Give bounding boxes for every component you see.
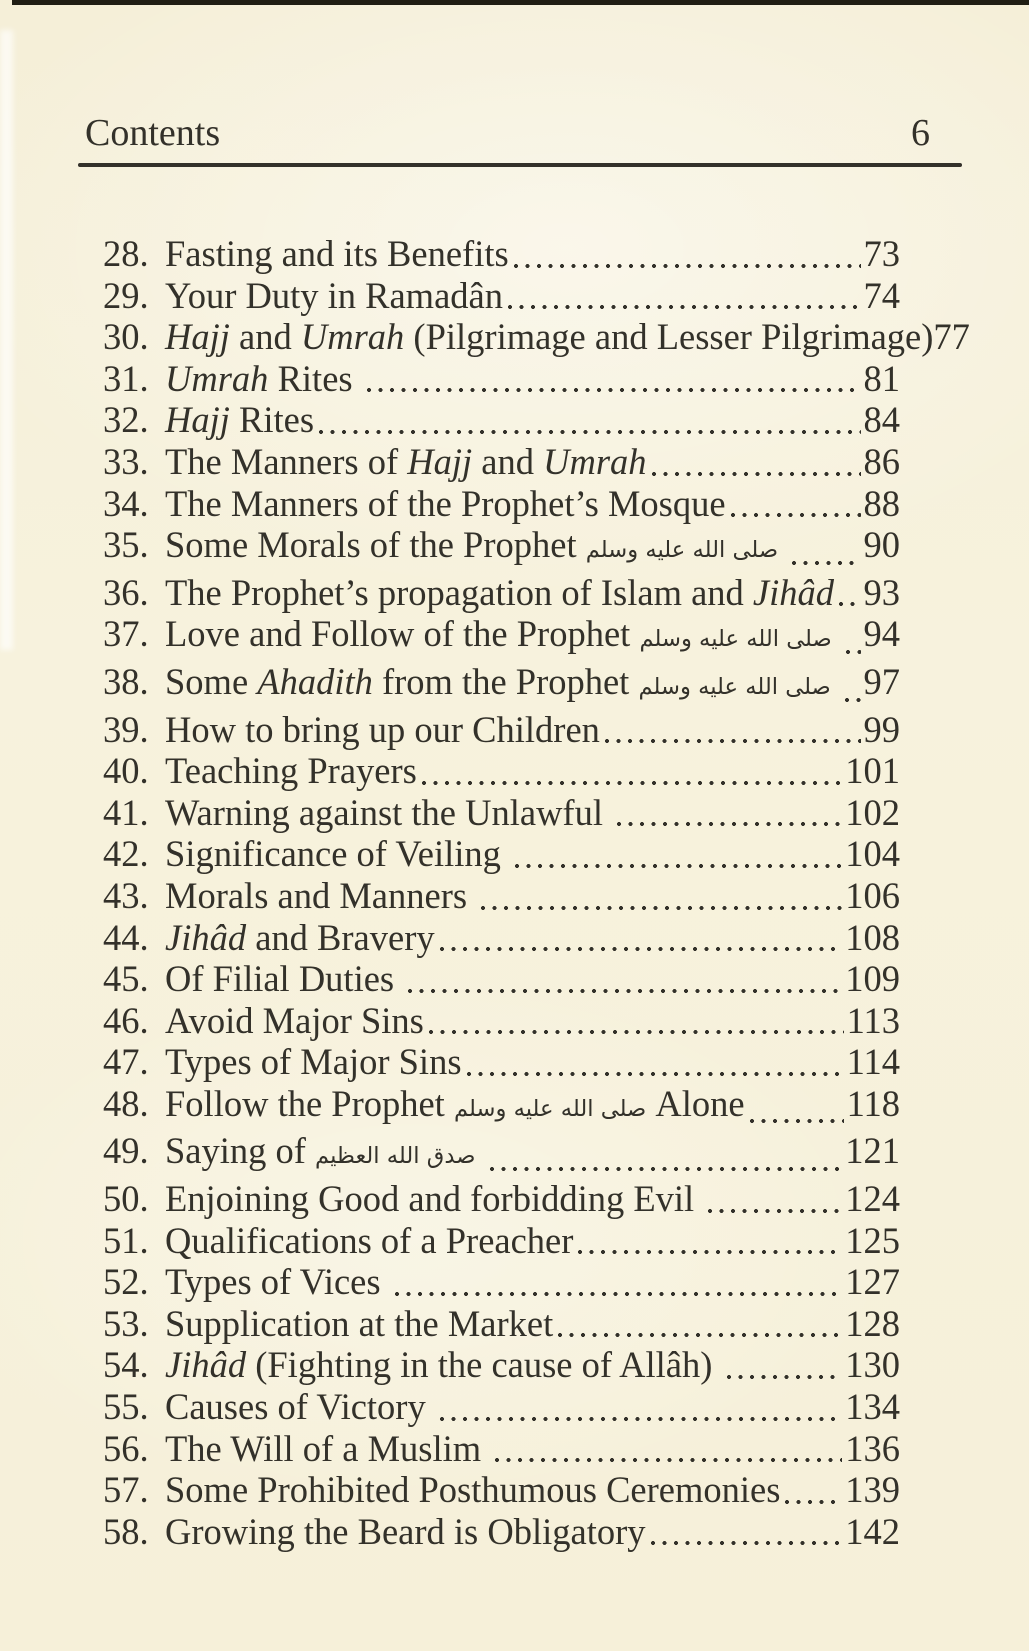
toc-entry [103, 1083, 900, 1131]
toc-entry-page: 101 [845, 750, 900, 792]
toc-leader-dots [843, 613, 861, 661]
title-text: Avoid Major Sins [165, 999, 424, 1041]
italic-term: Jihâd [752, 571, 835, 613]
toc-entry-page: 86 [863, 440, 900, 482]
toc-leader-dots [478, 875, 842, 917]
toc-entry [103, 524, 900, 572]
toc-leader-dots [836, 572, 860, 614]
toc-leader-dots [364, 358, 861, 400]
toc-entry-title [165, 316, 933, 358]
toc-entry-number: 36. [103, 571, 149, 613]
toc-entry-title [165, 1428, 490, 1470]
title-text: and Bravery [246, 916, 435, 958]
toc-entry [103, 572, 900, 614]
title-text: Your Duty in Ramadân [165, 274, 503, 316]
toc-entry-title [165, 524, 787, 572]
toc-entry-title [165, 792, 612, 834]
title-text: The Manners of [165, 440, 408, 482]
toc-entry [103, 1261, 900, 1303]
toc-entry-number: 51. [103, 1219, 149, 1261]
toc-entry-number: 38. [103, 660, 149, 702]
toc-entry-number: 56. [103, 1427, 149, 1469]
toc-entry [103, 1469, 900, 1511]
toc-entry-number: 40. [103, 750, 149, 792]
toc-entry-page: 127 [845, 1261, 900, 1303]
toc-entry-title [165, 1220, 573, 1262]
toc-entry [103, 613, 900, 661]
title-text: Some Prohibited Posthumous Ceremonies [165, 1469, 781, 1511]
toc-entry-title [165, 917, 435, 959]
toc-leader-dots [437, 917, 843, 959]
title-text: from the Prophet [372, 660, 639, 702]
toc-entry-page: 118 [846, 1082, 900, 1124]
title-text: Supplication at the Market [165, 1302, 554, 1344]
toc-entry-number: 58. [103, 1510, 149, 1552]
toc-entry [103, 661, 900, 709]
title-text: Teaching Prayers [165, 750, 417, 792]
toc-leader-dots [505, 275, 861, 317]
toc-entry-page: 124 [845, 1178, 900, 1220]
title-text [778, 524, 787, 565]
italic-term: Jihâd [165, 1344, 247, 1386]
toc-entry-page: 73 [863, 233, 900, 274]
toc-entry-title [165, 233, 509, 275]
toc-entry-title [165, 1303, 553, 1345]
toc-entry [103, 1130, 900, 1178]
toc-entry [103, 1178, 900, 1220]
italic-term: Umrah [300, 316, 405, 358]
toc-leader-dots [512, 833, 842, 875]
toc-leader-dots [426, 1000, 844, 1042]
toc-entry-number: 44. [103, 916, 149, 958]
toc-entry-page: 136 [845, 1427, 900, 1469]
toc-entry [103, 1428, 900, 1470]
arabic-phrase: صلى الله عليه وسلم [638, 673, 831, 700]
toc-entry-title [165, 1261, 390, 1303]
toc-entry [103, 917, 900, 959]
italic-term: Umrah [165, 357, 269, 399]
toc-entry-page: 113 [846, 999, 900, 1041]
toc-leader-dots [728, 483, 861, 525]
toc-entry-title [165, 1344, 722, 1386]
toc-entry [103, 833, 900, 875]
toc-entry-page: 97 [863, 660, 900, 702]
page-title: Contents [85, 112, 221, 154]
toc-leader-dots [487, 1130, 843, 1178]
toc-entry-page: 102 [845, 791, 900, 833]
toc-entry-page: 99 [863, 708, 900, 750]
toc-leader-dots [602, 709, 861, 751]
toc-leader-dots [649, 441, 861, 483]
toc-entry [103, 1344, 900, 1386]
toc-leader-dots [842, 661, 861, 709]
toc-entry [103, 483, 900, 525]
title-text: Some [165, 660, 258, 702]
title-text: Saying of [165, 1130, 316, 1172]
italic-term: Umrah [543, 440, 647, 482]
toc-entry-title [165, 1469, 780, 1511]
toc-entry-page: 142 [845, 1510, 900, 1552]
toc-leader-dots [789, 524, 860, 572]
title-text: Significance of Veiling [165, 833, 510, 875]
toc-entry [103, 1041, 900, 1083]
title-text: Types of Vices [165, 1261, 390, 1303]
toc-entry [103, 1386, 900, 1428]
toc-entry [103, 358, 900, 400]
toc-entry-page: 139 [845, 1469, 900, 1511]
title-text: The Prophet’s propagation of Islam and [165, 571, 753, 613]
toc-entry [103, 275, 900, 317]
title-text: and [229, 316, 301, 358]
toc-entry [103, 233, 900, 275]
title-text: Morals and Manners [165, 874, 477, 916]
arabic-phrase: صلى الله عليه وسلم [453, 1095, 647, 1122]
title-text: The Will of a Muslim [165, 1427, 491, 1469]
toc-entry-title [165, 875, 476, 917]
italic-term: Ahadith [257, 660, 373, 702]
toc-entry-number: 57. [103, 1469, 149, 1511]
italic-term: Jihâd [165, 916, 247, 958]
scan-light-streak [0, 30, 13, 650]
arabic-phrase: صدق الله العظيم [315, 1143, 476, 1170]
toc-leader-dots [724, 1344, 843, 1386]
toc-entry-number: 37. [103, 613, 149, 655]
toc-entry-number: 41. [103, 791, 149, 833]
toc-entry-number: 29. [103, 274, 149, 316]
title-text: Of Filial Duties [165, 958, 404, 1000]
toc-entry-number: 33. [103, 440, 149, 482]
title-text: Some Morals of the Prophet [165, 524, 586, 566]
toc-entry-title [165, 958, 403, 1000]
toc-entry-page: 84 [863, 399, 900, 441]
toc-leader-dots [648, 1511, 843, 1553]
toc-entry-title [165, 483, 726, 525]
toc-entry-page: 121 [845, 1130, 900, 1172]
title-text: Growing the Beard is Obligatory [165, 1510, 646, 1552]
toc-entry [103, 316, 970, 358]
toc-leader-dots [405, 958, 842, 1000]
toc-entry-number: 48. [103, 1082, 149, 1124]
toc-entry-number: 34. [103, 482, 149, 524]
toc-leader-dots [492, 1428, 842, 1470]
scan-top-edge [12, 0, 1029, 5]
toc-entry-page: 74 [863, 274, 900, 316]
toc-entry-number: 49. [103, 1130, 149, 1172]
title-text: (Fighting in the cause of Allâh) [246, 1344, 722, 1386]
toc-entry-title [165, 441, 647, 483]
toc-entry-page: 90 [863, 524, 900, 566]
title-text: Qualifications of a Preacher [165, 1219, 574, 1261]
toc-entry-number: 43. [103, 874, 149, 916]
title-text: The Manners of the Prophet’s Mosque [165, 482, 726, 524]
toc-entry-number: 46. [103, 999, 149, 1041]
toc-entry-title [165, 1178, 703, 1220]
toc-leader-dots [464, 1041, 844, 1083]
toc-entry-page: 104 [845, 833, 900, 875]
toc-entry-title [165, 275, 503, 317]
toc-entry-page: 88 [863, 482, 900, 524]
arabic-phrase: صلى الله عليه وسلم [639, 626, 832, 653]
toc-entry [103, 709, 900, 751]
toc-entry-number: 54. [103, 1344, 149, 1386]
toc-leader-dots [555, 1303, 842, 1345]
title-text: Alone [646, 1082, 745, 1124]
toc-entry-number: 53. [103, 1302, 149, 1344]
toc-entry-title [165, 572, 834, 614]
toc-entry-page: 77 [933, 316, 970, 358]
toc-entry [103, 750, 900, 792]
toc-entry-title [165, 1000, 424, 1042]
title-text [475, 1130, 484, 1171]
toc-entry-page: 81 [863, 357, 900, 399]
toc-entry-number: 31. [103, 357, 149, 399]
toc-entry-title [165, 358, 362, 400]
toc-entry-page: 125 [845, 1219, 900, 1261]
toc-entry-number: 55. [103, 1386, 149, 1428]
toc-list [103, 233, 970, 1552]
toc-entry-title [165, 1041, 462, 1083]
toc-entry-number: 47. [103, 1041, 149, 1083]
title-text: Fasting and its Benefits [165, 233, 509, 274]
toc-entry-number: 28. [103, 233, 149, 274]
toc-leader-dots [511, 233, 861, 275]
toc-leader-dots [437, 1386, 842, 1428]
title-text [832, 613, 841, 654]
title-text: Love and Follow of the Prophet [165, 613, 640, 655]
toc-entry [103, 1220, 900, 1262]
italic-term: Hajj [407, 440, 473, 482]
toc-entry-page: 128 [845, 1302, 900, 1344]
toc-entry-title [165, 833, 510, 875]
toc-entry-title [165, 399, 314, 441]
toc-entry-number: 32. [103, 399, 149, 441]
toc-entry-title [165, 750, 417, 792]
toc-entry-page: 134 [845, 1386, 900, 1428]
toc-entry-title [165, 1511, 646, 1553]
toc-entry [103, 1000, 900, 1042]
toc-leader-dots [614, 792, 842, 834]
toc-entry-title [165, 661, 840, 709]
toc-entry [103, 792, 900, 834]
toc-entry [103, 875, 900, 917]
toc-leader-dots [747, 1083, 844, 1131]
italic-term: Hajj [165, 399, 230, 441]
italic-term: Hajj [165, 316, 230, 358]
toc-entry-number: 50. [103, 1178, 149, 1220]
toc-leader-dots [316, 399, 860, 441]
toc-entry [103, 958, 900, 1000]
page-number: 6 [911, 112, 930, 154]
title-text: Rites [229, 399, 315, 441]
title-text: Enjoining Good and forbidding Evil [165, 1178, 704, 1220]
toc-leader-dots [782, 1469, 842, 1511]
toc-entry-title [165, 709, 600, 751]
title-text [831, 661, 840, 702]
toc-entry [103, 399, 900, 441]
toc-entry-page: 114 [846, 1041, 900, 1083]
toc-entry [103, 1303, 900, 1345]
toc-leader-dots [705, 1178, 842, 1220]
arabic-phrase: صلى الله عليه وسلم [585, 537, 779, 564]
title-text: Follow the Prophet [165, 1082, 454, 1124]
title-text: and [472, 440, 544, 482]
toc-entry-number: 52. [103, 1261, 149, 1303]
title-text: Warning against the Unlawful [165, 791, 613, 833]
toc-leader-dots [419, 750, 842, 792]
toc-entry-page: 106 [845, 874, 900, 916]
toc-entry-number: 42. [103, 833, 149, 875]
title-text: Rites [268, 357, 362, 399]
title-text: Types of Major Sins [165, 1041, 462, 1083]
toc-entry-page: 94 [863, 613, 900, 655]
title-text: (Pilgrimage and Lesser Pilgrimage) [404, 316, 934, 358]
toc-entry-page: 130 [845, 1344, 900, 1386]
page-header [85, 110, 930, 156]
toc-entry-number: 35. [103, 524, 149, 566]
toc-leader-dots [392, 1261, 843, 1303]
toc-entry [103, 441, 900, 483]
toc-entry-number: 30. [103, 316, 149, 358]
toc-entry-page: 93 [863, 571, 900, 613]
header-rule [78, 163, 962, 167]
toc-leader-dots [575, 1220, 842, 1262]
toc-entry-title [165, 1386, 435, 1428]
toc-entry [103, 1511, 900, 1553]
toc-entry-title [165, 1130, 485, 1178]
title-text: How to bring up our Children [165, 708, 600, 750]
toc-entry-page: 108 [845, 916, 900, 958]
toc-entry-number: 45. [103, 958, 149, 1000]
toc-entry-title [165, 1083, 745, 1131]
toc-entry-page: 109 [845, 958, 900, 1000]
toc-entry-title [165, 613, 841, 661]
title-text: Causes of Victory [165, 1386, 435, 1428]
toc-entry-number: 39. [103, 708, 149, 750]
